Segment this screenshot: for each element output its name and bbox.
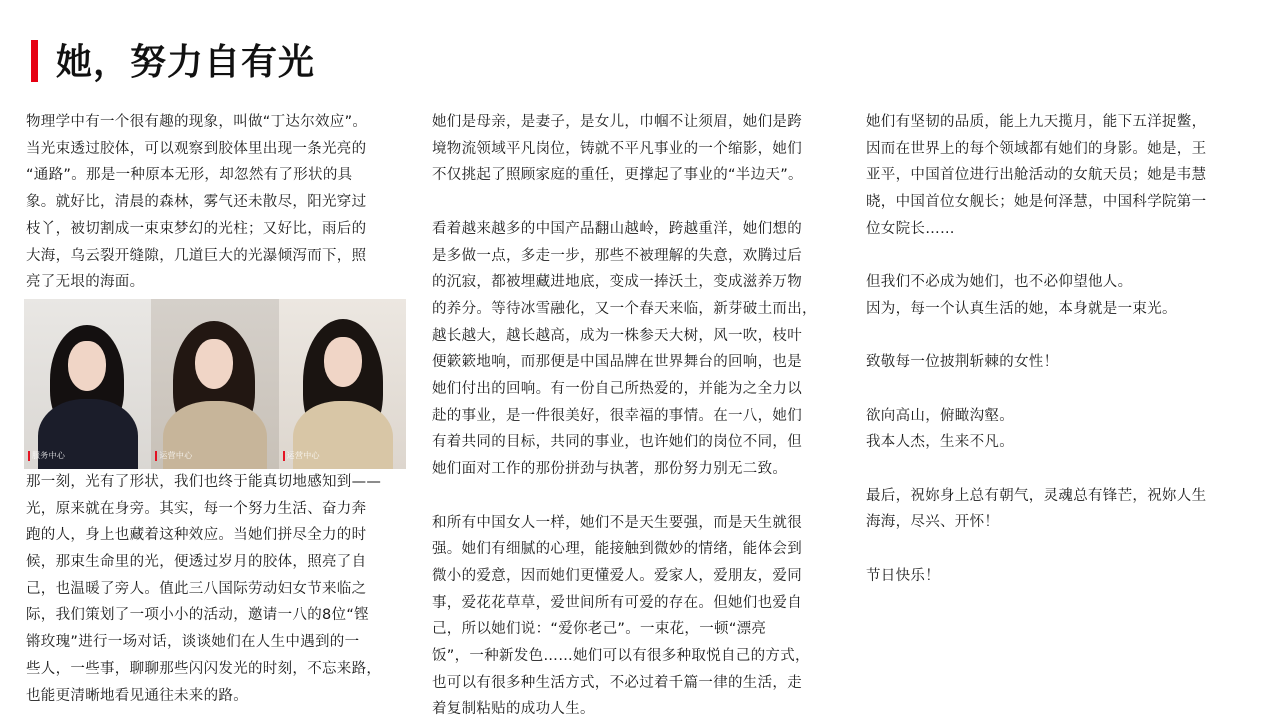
portrait-photo-1 — [24, 299, 151, 469]
paragraph-tyndall-intro: 物理学中有一个很有趣的现象，叫做“丁达尔效应”。 当光束透过胶体，可以观察到胶体里出现一条光亮的 “通路”。那是一种原本无形，却忽然有了形状的具 象。就好比，清晨的森林，雾气还未散尽，阳光穿过 枝丫，被切割成一束束梦幻的光柱；又好比，雨后的 大海，乌云裂开缝隙，几道巨大的光瀑倾泻而下，照 亮了无垠的海面。 — [26, 114, 368, 291]
paragraph-happy-holiday: 节日快乐！ — [866, 567, 940, 584]
paragraph-light-effect: 那一刻，光有了形状，我们也终于能真切地感知到—— 光，原来就在身旁。其实，每一个努力生活、奋力奔 跑的人，身上也藏着这种效应。当她们拼尽全力的时 候，那束生命里的光，便透过岁月的胶体，照亮了自 己，也温暖了旁人。值此三八国际劳动妇女节来临之 际，我们策划了一项小小的活动，邀请一八的8位“铿 锵玫瑰”进行一场对话，谈谈她们在人生中遇到的一 些人，一些事，聊聊那些闪闪发光的时刻，不忘来路， 也能更清晰地看见通往未来的路。 — [26, 473, 382, 704]
paragraph-motto: 欲向高山，俯瞰沟壑。 我本人杰，生来不凡。 — [866, 407, 1014, 451]
paragraph-tribute: 致敬每一位披荆斩棘的女性！ — [866, 354, 1059, 371]
portrait-photo-strip — [24, 299, 406, 469]
portrait-photo-3 — [279, 299, 406, 469]
portrait-photo-2 — [151, 299, 278, 469]
photo-caption-3: 运营中心 — [283, 451, 320, 461]
paragraph-career: 看着越来越多的中国产品翻山越岭，跨越重洋，她们想的 是多做一点，多走一步，那些不被理解的失意，欢腾过后 的沉寂，都被埋藏进地底，变成一捧沃土，变成滋养万物 的养分。等待冰雪融化，又一个春天来临，新芽破土而出， 越长越大，越长越高，成为一株参天大树，风一吹，枝叶 便簌簌地响，而那便是中国品牌在世界舞台的回响，也是 她们付出的回响。有一份自己所热爱的，并能为之全力以 赴的事业，是一件很美好，很幸福的事情。在一八，她们 有着共同的目标，共同的事业，也许她们的岗位不同，但 她们面对工作的那份拼劲与执著，那份努力别无二致。 — [432, 220, 817, 478]
column-left — [26, 109, 412, 709]
title-accent-bar — [31, 40, 38, 82]
photo-caption-2: 运营中心 — [155, 451, 192, 461]
paragraph-self-love: 和所有中国女人一样，她们不是天生要强，而是天生就很 强。她们有细腻的心理，能接触到微妙的情绪，能体会到 微小的爱意，因而她们更懂爱人。爱家人，爱朋友，爱同 事，爱花花草草，爱世间所有可爱的存在。但她们也爱自 己，所以她们说：“爱你老己”。一束花，一顿“漂亮 饭”，一种新发色……她们可以有很多种取悦自己的方式， 也可以有很多种生活方式，不必过着千篇一律的生活，走 着复制粘贴的成功人生。 — [432, 514, 810, 718]
paragraph-roles: 她们是母亲，是妻子，是女儿，巾帼不让须眉，她们是跨 境物流领域平凡岗位，铸就不平凡事业的一个缩影，她们 不仅挑起了照顾家庭的重任，更撑起了事业的“半边天”。 — [432, 114, 803, 184]
paragraph-pioneers: 她们有坚韧的品质，能上九天揽月，能下五洋捉鳖， 因而在世界上的每个领域都有她们的身影。她是，王 亚平，中国首位进行出舱活动的女航天员；她是韦慧 晓，中国首位女舰长；她是何泽慧，中国科学院第一 位女院长…… — [866, 114, 1207, 237]
photo-caption-1: 服务中心 — [28, 451, 65, 461]
paragraph-wishes: 最后，祝妳身上总有朝气，灵魂总有锋芒，祝妳人生 海海，尽兴、开怀！ — [866, 487, 1207, 531]
column-middle — [432, 109, 846, 723]
page-title: 她，努力自有光 — [56, 41, 316, 83]
column-right — [866, 109, 1256, 590]
paragraph-be-light: 但我们不必成为她们，也不必仰望他人。 因为，每一个认真生活的她，本身就是一束光。 — [866, 274, 1177, 317]
